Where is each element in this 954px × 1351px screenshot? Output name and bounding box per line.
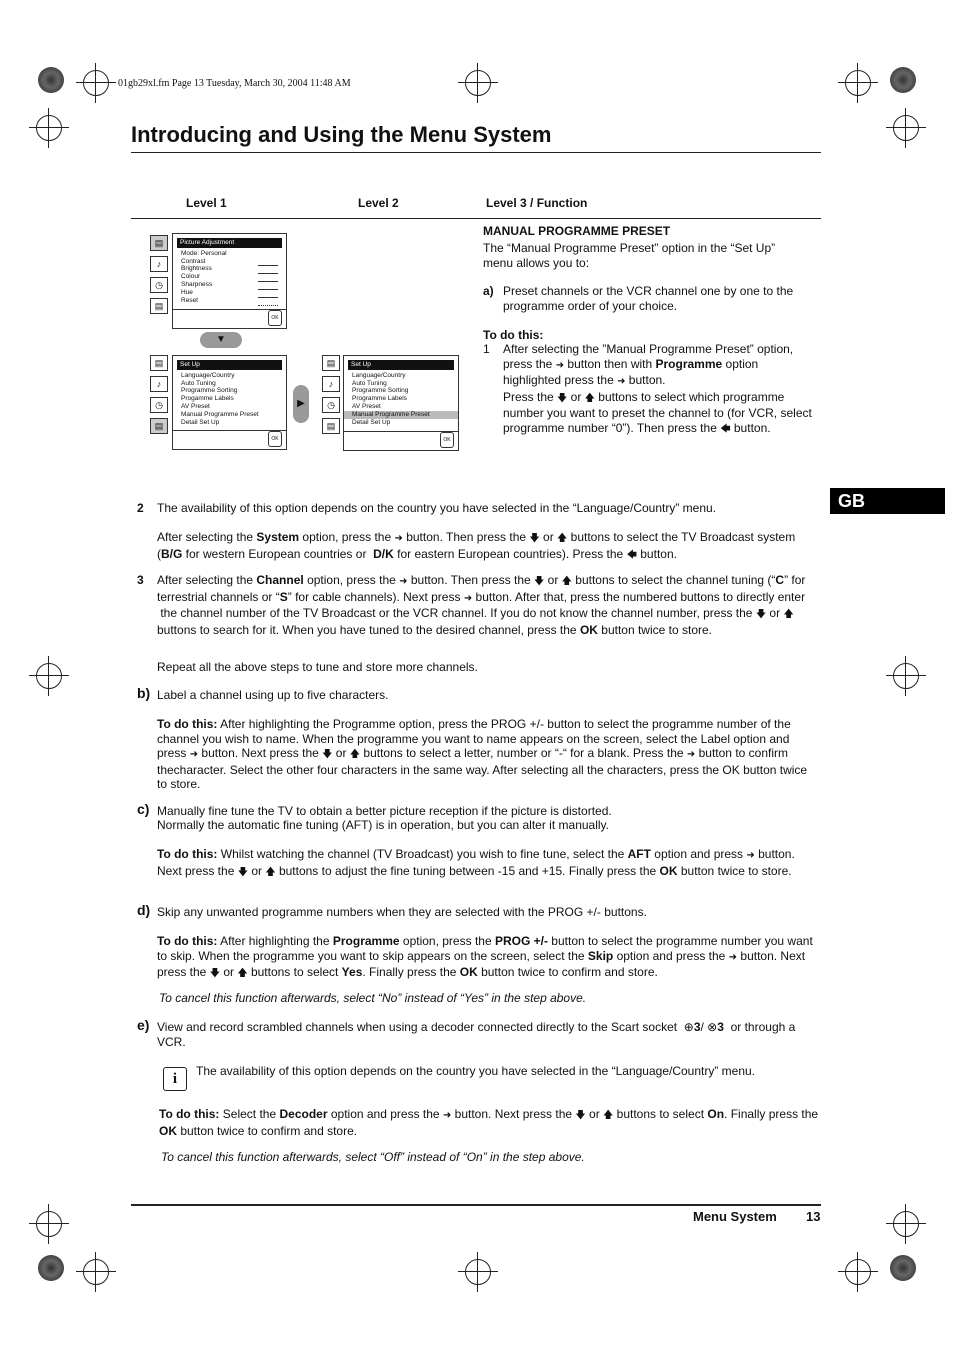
setup-menu-level2 [343, 355, 459, 451]
step3-num: 3 [137, 573, 144, 587]
footer-section: Menu System [693, 1209, 777, 1224]
menu-item: Programme Labels [352, 395, 407, 403]
menu-item-selected: Manual Programme Preset [344, 411, 458, 419]
item-e-todo: To do this: Select the Decoder option and press the ➜ button. Next press the 🡇 or 🡅 buttons to select On. Finally press the OK button twice to confirm and store. [159, 1107, 819, 1138]
registration-mark [893, 1211, 919, 1237]
info-text: The availability of this option depends on the country you have selected in the “Language/Country” menu. [196, 1064, 756, 1078]
menu-item: Auto Tuning [352, 379, 387, 387]
menu-item: Mode: Personal [181, 249, 227, 257]
sound-icon: ♪ [150, 376, 168, 392]
step2-text: The availability of this option depends on the country you have selected in the “Language/Country” menu. [157, 501, 717, 515]
menu-item: Manual Programme Preset [181, 410, 259, 418]
item-e-cancel: To cancel this function afterwards, select “Off” instead of “On” in the step above. [161, 1150, 585, 1164]
registration-mark [83, 1259, 109, 1285]
sound-icon: ♪ [322, 376, 340, 392]
menu-item: Progamme Labels [181, 395, 234, 403]
sound-icon: ♪ [150, 256, 168, 272]
menu-item: Colour [181, 273, 201, 281]
item-a-text: Preset channels or the VCR channel one by one to the programme order of your choice. [503, 284, 794, 313]
ok-icon: OK [440, 432, 454, 448]
registration-mark [845, 70, 871, 96]
menu-item: Programme Sorting [181, 387, 238, 395]
scart-icon: ⊕ [683, 1020, 694, 1034]
setup-icon: ▤ [150, 418, 168, 434]
setup-icon: ▤ [150, 298, 168, 314]
todo-label: To do this: [483, 328, 544, 342]
down-arrow-icon: ▼ [200, 332, 242, 348]
picture-icon: ▤ [150, 355, 168, 371]
footer-rule [131, 1204, 821, 1206]
menu-item: AV Preset [352, 402, 381, 410]
menu-item: Reset [181, 296, 198, 304]
step1-num: 1 [483, 342, 490, 356]
registration-mark [893, 115, 919, 141]
step2-num: 2 [137, 501, 144, 515]
menu-footer [344, 431, 458, 450]
registration-mark [465, 70, 491, 96]
item-a-label: a) [483, 284, 494, 298]
item-d-cancel: To cancel this function afterwards, select “No” instead of “Yes” in the step above. [159, 991, 587, 1005]
ok-icon: OK [268, 310, 282, 326]
menu-item: Sharpness [181, 280, 213, 288]
item-c-line1: Manually fine tune the TV to obtain a better picture reception if the picture is distorted. [157, 804, 612, 818]
file-meta: 01gb29xl.fm Page 13 Tuesday, March 30, 2004 11:48 AM [118, 78, 351, 89]
item-b-text: Label a channel using up to five characters. [157, 688, 389, 702]
registration-mark [465, 1259, 491, 1285]
registration-dark-mark [890, 67, 916, 93]
header-rule [131, 218, 821, 219]
slider-bars [258, 265, 278, 306]
registration-dark-mark [38, 67, 64, 93]
setup-menu [172, 355, 287, 450]
item-c-label: c) [137, 801, 150, 817]
menu-header: Set Up [177, 360, 282, 370]
level2-header: Level 2 [358, 196, 399, 210]
menu-item: Programme Sorting [352, 387, 409, 395]
step2-detail: After selecting the System option, press the ➜ button. Then press the 🡇 or 🡅 buttons to select the TV Broadcast system (B/G for western European countries or D/K for eastern European countries). Press the 🡄 button. [157, 530, 796, 561]
menu-item: Detail Set Up [181, 418, 220, 426]
menu-header: Set Up [348, 360, 454, 370]
level3-header: Level 3 / Function [486, 196, 588, 210]
title-rule [131, 152, 821, 153]
function-heading: MANUAL PROGRAMME PRESET [483, 224, 671, 238]
menu-icon-column [150, 355, 168, 439]
menu-footer [173, 309, 286, 328]
ok-icon: OK [268, 431, 282, 447]
step3-text: After selecting the Channel option, press the ➜ button. Then press the 🡇 or 🡅 buttons to select the channel tuning (“C” for terrestrial channels or “S” for cable channels). Next press ➜ button. After that, press the numbered buttons to directly enter the channel number of the TV Broadcast or the VCR channel. If you do not know the channel number, press the 🡇 or 🡅 buttons to search for it. When you have tuned to the desired channel, press the OK button twice to store. [157, 573, 806, 637]
gb-language-tab: GB [830, 488, 945, 514]
right-arrow-icon: ▶ [293, 385, 309, 423]
item-b-label: b) [137, 685, 151, 701]
menu-footer [173, 430, 286, 449]
picture-icon: ▤ [322, 355, 340, 371]
registration-mark [893, 663, 919, 689]
timer-icon: ◷ [150, 397, 168, 413]
registration-dark-mark [38, 1255, 64, 1281]
item-e-label: e) [137, 1017, 150, 1033]
level1-header: Level 1 [186, 196, 227, 210]
menu-icon-column [150, 235, 168, 319]
info-icon: i [163, 1067, 187, 1091]
picture-icon: ▤ [150, 235, 168, 251]
item-d-todo: To do this: After highlighting the Programme option, press the PROG +/- button to select the programme number you want to skip. When the programme you want to skip appears on the screen, select the Skip option and press the ➜ button. Next press the 🡇 or 🡅 buttons to select Yes. Finally press the OK button twice to confirm and store. [157, 934, 813, 980]
registration-mark [36, 1211, 62, 1237]
menu-item: Auto Tuning [181, 379, 216, 387]
page-number: 13 [806, 1209, 821, 1224]
registration-mark [845, 1259, 871, 1285]
function-intro: The “Manual Programme Preset” option in the “Set Up” menu allows you to: [483, 241, 776, 270]
repeat-text: Repeat all the above steps to tune and store more channels. [157, 660, 478, 674]
menu-item: Brightness [181, 265, 212, 273]
menu-item: Detail Set Up [352, 418, 391, 426]
item-c-line2: Normally the automatic fine tuning (AFT) is in operation, but you can alter it manually. [157, 818, 609, 832]
scart-icon: ⊗ [707, 1020, 718, 1034]
step1-text: After selecting the ”Manual Programme Preset” option, press the ➜ button then with Programme option highlighted press the ➜ button. Press the 🡇 or 🡅 buttons to select which programme number you want to preset the channel to (for VCR, select programme number “0”). Then press the 🡄 button. [503, 342, 812, 435]
registration-mark [36, 115, 62, 141]
menu-item: Contrast [181, 257, 206, 265]
item-b-todo: To do this: After highlighting the Programme option, press the PROG +/- button to select the programme number of the channel you wish to name. When the programme you want to name appears on the screen, select the Label option and press ➜ button. Next press the 🡇 or 🡅 buttons to select a letter, number or “-“ for a blank. Press the ➜ button to confirm thecharacter. Select the other four characters in the same way. After selecting all the characters, press the OK button twice to store. [157, 717, 808, 792]
page-title: Introducing and Using the Menu System [131, 122, 552, 147]
timer-icon: ◷ [150, 277, 168, 293]
registration-mark [36, 663, 62, 689]
setup-icon: ▤ [322, 418, 340, 434]
item-e-text: View and record scrambled channels when using a decoder connected directly to the Scart socket ⊕3/ ⊗3 or through a VCR. [157, 1020, 796, 1049]
registration-dark-mark [890, 1255, 916, 1281]
menu-item: Hue [181, 288, 193, 296]
menu-item: Language/Country [181, 371, 235, 379]
item-d-label: d) [137, 902, 151, 918]
registration-mark [83, 70, 109, 96]
menu-header: Picture Adjustment [177, 238, 282, 248]
menu-item: Language/Country [352, 371, 406, 379]
timer-icon: ◷ [322, 397, 340, 413]
item-d-text: Skip any unwanted programme numbers when they are selected with the PROG +/- buttons. [157, 905, 647, 919]
menu-item: AV Preset [181, 402, 210, 410]
item-c-todo: To do this: Whilst watching the channel (TV Broadcast) you wish to fine tune, select the AFT option and press ➜ button. Next press the 🡇 or 🡅 buttons to adjust the fine tuning between -15 and +15. Finally press the OK button twice to store. [157, 847, 795, 878]
menu-icon-column [322, 355, 340, 439]
